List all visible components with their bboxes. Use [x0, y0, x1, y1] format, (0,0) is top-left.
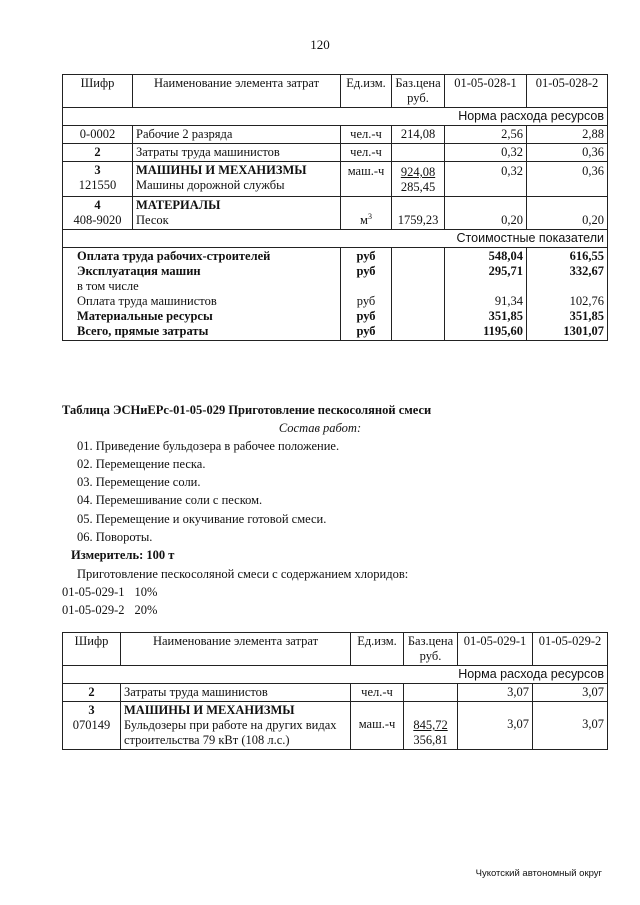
section-code: 4 [94, 198, 101, 212]
row-name: Бульдозеры при работе на других видах строительства 79 кВт (108 л.с.) [124, 718, 337, 747]
work-item: 06. Повороты. [77, 530, 153, 544]
cell-price: 1759,23 [392, 197, 445, 230]
work-item: 01. Приведение бульдозера в рабочее положение. [77, 439, 340, 453]
cost-name: Оплата труда машинистов [77, 294, 217, 308]
cost-unit: руб [356, 309, 376, 323]
norm-label: Норма расхода ресурсов [63, 108, 608, 126]
cost-block [63, 248, 608, 341]
header-col1: 01-05-028-1 [445, 75, 527, 108]
cell-code: 2 [63, 144, 133, 162]
variant-row [62, 585, 157, 600]
works-subtitle: Состав работ: [278, 421, 362, 435]
cell-v2: 3,07 [533, 684, 608, 702]
section-code: 3 [94, 163, 101, 177]
variant-code: 01-05-029-1 [62, 585, 125, 599]
cell-v1: 2,56 [445, 126, 527, 144]
price-wage: 285,45 [400, 180, 436, 194]
norm-label: Норма расхода ресурсов [63, 666, 608, 684]
header-unit: Ед.изм. [351, 633, 404, 666]
cell-v2: 0,36 [527, 144, 608, 162]
cost-value: 351,85 [488, 309, 523, 323]
cell-name [121, 702, 351, 750]
cell-v1: 0,32 [445, 162, 527, 197]
cost-unit: руб [356, 264, 376, 278]
cell-name [133, 162, 341, 197]
price-main: 845,72 [413, 718, 448, 732]
table-caption: Таблица ЭСНиЕРс-01-05-029 Приготовление пескосоляной смеси [62, 403, 432, 417]
cell-code: 0-0002 [63, 126, 133, 144]
row-code: 070149 [72, 718, 111, 732]
cell-v2: 2,88 [527, 126, 608, 144]
cell-unit [341, 197, 392, 230]
cell-unit: маш.-ч [351, 702, 404, 750]
cell-name: Затраты труда машинистов [133, 144, 341, 162]
cost-label: Стоимостные показатели [63, 230, 608, 248]
cell-price: 214,08 [392, 126, 445, 144]
cell-name: Рабочие 2 разряда [133, 126, 341, 144]
header-name: Наименование элемента затрат [133, 75, 341, 108]
cost-price-empty [392, 248, 445, 341]
cost-name: Оплата труда рабочих-строителей [77, 249, 271, 263]
cost-value: 548,04 [488, 249, 523, 263]
resource-table-029 [62, 632, 608, 750]
table-header [63, 633, 608, 666]
header-col1: 01-05-029-1 [458, 633, 533, 666]
table-row [63, 126, 608, 144]
cell-unit: чел.-ч [341, 126, 392, 144]
cost-value: 91,34 [494, 294, 523, 308]
header-code: Шифр [63, 75, 133, 108]
price-main: 924,08 [400, 165, 436, 179]
price-wage: 356,81 [413, 733, 448, 747]
cell-v2: 0,36 [527, 162, 608, 197]
cost-name: в том числе [77, 279, 139, 293]
section-title: МАТЕРИАЛЫ [136, 198, 221, 212]
section-title: МАШИНЫ И МЕХАНИЗМЫ [124, 703, 295, 717]
cost-value: 616,55 [569, 249, 604, 263]
page-number: 120 [310, 37, 330, 52]
section-title: МАШИНЫ И МЕХАНИЗМЫ [136, 163, 307, 177]
cost-unit: руб [356, 249, 376, 263]
cell-v2: 3,07 [533, 702, 608, 750]
meter: Измеритель: 100 т [71, 548, 175, 562]
footer-region: Чукотский автономный округ [475, 868, 602, 879]
cell-code [63, 162, 133, 197]
variant-code: 01-05-029-2 [62, 603, 125, 617]
cell-v2: 0,20 [527, 197, 608, 230]
row-code: 408-9020 [73, 213, 122, 227]
cell-v1: 0,20 [445, 197, 527, 230]
cell-code [63, 197, 133, 230]
cell-price [404, 702, 458, 750]
cost-value: 1195,60 [483, 324, 523, 338]
cost-names [63, 248, 341, 341]
variant-row [62, 603, 157, 618]
header-price: Баз.цена руб. [404, 633, 458, 666]
cost-value: 295,71 [488, 264, 523, 278]
cell-unit: чел.-ч [341, 144, 392, 162]
cell-code: 2 [63, 684, 121, 702]
cost-name: Материальные ресурсы [77, 309, 213, 323]
cell-price [392, 162, 445, 197]
table-row [63, 162, 608, 197]
cell-price [404, 684, 458, 702]
cell-name [133, 197, 341, 230]
table-row [63, 197, 608, 230]
unit-superscript: 3 [367, 211, 372, 221]
cost-values-1 [445, 248, 527, 341]
header-col2: 01-05-028-2 [527, 75, 608, 108]
header-code: Шифр [63, 633, 121, 666]
cost-value: 351,85 [569, 309, 604, 323]
work-item: 05. Перемещение и окучивание готовой смеси. [77, 512, 327, 526]
variant-value: 20% [134, 603, 158, 617]
cell-unit: маш.-ч [341, 162, 392, 197]
cell-v1: 0,32 [445, 144, 527, 162]
cell-code [63, 702, 121, 750]
section-code: 3 [88, 703, 95, 717]
header-name: Наименование элемента затрат [121, 633, 351, 666]
variant-value: 10% [134, 585, 158, 599]
work-item: 02. Перемещение песка. [77, 457, 206, 471]
cell-v1: 3,07 [458, 702, 533, 750]
work-item: 03. Перемещение соли. [77, 475, 201, 489]
cell-name: Затраты труда машинистов [121, 684, 351, 702]
row-name: Машины дорожной службы [136, 178, 285, 192]
cell-unit: чел.-ч [351, 684, 404, 702]
cost-unit: руб [356, 294, 376, 308]
header-unit: Ед.изм. [341, 75, 392, 108]
cost-value: 102,76 [569, 294, 604, 308]
intro-text: Приготовление пескосоляной смеси с содержанием хлоридов: [77, 567, 409, 581]
header-price: Баз.цена руб. [392, 75, 445, 108]
table-header [63, 75, 608, 108]
table-row [63, 144, 608, 162]
header-col2: 01-05-029-2 [533, 633, 608, 666]
row-code: 121550 [78, 178, 117, 192]
cell-price [392, 144, 445, 162]
resource-table-028 [62, 74, 608, 341]
work-item: 04. Перемешивание соли с песком. [77, 493, 263, 507]
cell-v1: 3,07 [458, 684, 533, 702]
table-row [63, 684, 608, 702]
table-row [63, 702, 608, 750]
cost-name: Всего, прямые затраты [77, 324, 209, 338]
unit-text: м [360, 213, 368, 227]
cost-value: 332,67 [569, 264, 604, 278]
cost-value: 1301,07 [563, 324, 604, 338]
cost-name: Эксплуатация машин [77, 264, 201, 278]
cost-unit: руб [356, 324, 376, 338]
row-name: Песок [136, 213, 169, 227]
cost-values-2 [527, 248, 608, 341]
cost-units [341, 248, 392, 341]
